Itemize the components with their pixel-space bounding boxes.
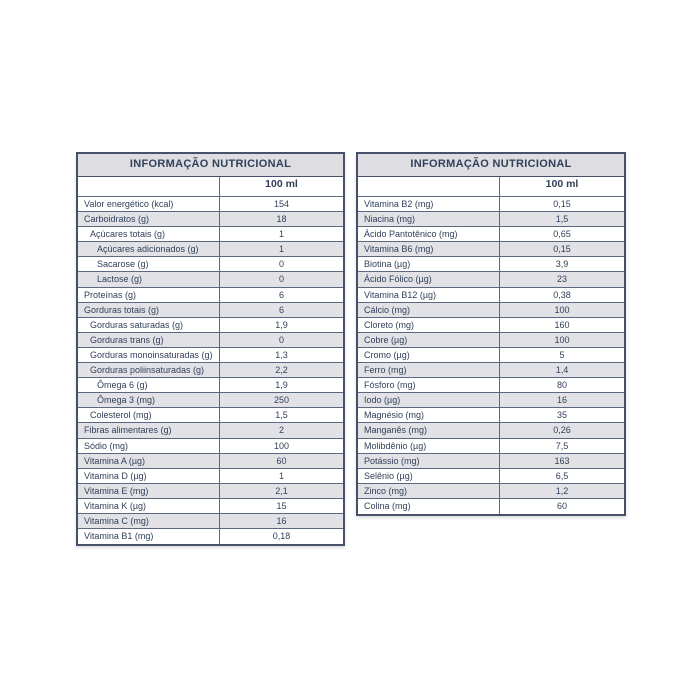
table-row (78, 197, 343, 212)
nutrient-label: Valor energético (kcal) (78, 197, 220, 211)
nutrient-label: Potássio (mg) (358, 454, 500, 468)
table-row (358, 469, 624, 484)
nutrient-value: 7,5 (555, 440, 569, 451)
nutrient-value: 60 (276, 455, 287, 466)
nutrient-value: 80 (556, 380, 567, 391)
nutrient-value: 1,4 (555, 365, 569, 376)
table-row (78, 469, 343, 484)
nutrient-value: 2 (278, 425, 284, 436)
column-header: 100 ml (265, 178, 298, 190)
nutrient-label: Selênio (µg) (358, 469, 500, 483)
nutrient-label: Vitamina A (µg) (78, 454, 220, 468)
table-row (358, 318, 624, 333)
nutrient-label: Vitamina B6 (mg) (358, 242, 500, 256)
table-row (78, 393, 343, 408)
nutrient-label: Vitamina C (mg) (78, 514, 220, 528)
nutrient-label: Vitamina B1 (mg) (78, 529, 220, 544)
nutrient-value: 16 (276, 515, 287, 526)
nutrient-value: 1,5 (275, 410, 288, 421)
nutrient-value: 16 (556, 395, 567, 406)
table-row (78, 439, 343, 454)
table-row (78, 242, 343, 257)
nutrient-label: Gorduras monoinsaturadas (g) (78, 348, 220, 362)
nutrient-value: 1,9 (275, 319, 288, 330)
table-row (358, 348, 624, 363)
nutrient-label: Vitamina E (mg) (78, 484, 220, 498)
nutrient-value: 23 (556, 274, 567, 285)
nutrient-label: Proteínas (g) (78, 288, 220, 302)
nutrient-label: Molibdênio (µg) (358, 439, 500, 453)
nutrient-value: 6 (278, 289, 284, 300)
nutrient-value: 250 (273, 395, 290, 406)
nutrient-value: 0,38 (553, 289, 571, 300)
table-row (358, 363, 624, 378)
nutrient-value: 60 (556, 500, 567, 511)
table-row (78, 514, 343, 529)
table-row (358, 303, 624, 318)
nutrient-label: Carboidratos (g) (78, 212, 220, 226)
nutrient-value: 100 (273, 440, 290, 451)
table-row (78, 227, 343, 242)
nutrient-label: Cromo (µg) (358, 348, 500, 362)
nutrient-value: 2,2 (275, 365, 288, 376)
table-row (358, 212, 624, 227)
nutrient-value: 1 (278, 470, 284, 481)
table-row (78, 499, 343, 514)
nutrient-label: Fibras alimentares (g) (78, 423, 220, 437)
nutrient-label: Iodo (µg) (358, 393, 500, 407)
nutrient-value: 100 (554, 304, 570, 315)
table-title: INFORMAÇÃO NUTRICIONAL (358, 154, 624, 177)
nutrient-value: 18 (276, 214, 287, 225)
table-row (78, 423, 343, 438)
nutrient-label: Ômega 6 (g) (78, 378, 220, 392)
nutrient-value: 2,1 (275, 485, 288, 496)
table-row (358, 257, 624, 272)
nutrient-label: Manganês (mg) (358, 423, 500, 437)
column-header: 100 ml (545, 178, 579, 190)
nutrient-label: Vitamina B2 (mg) (358, 197, 500, 211)
table-row (78, 363, 343, 378)
nutrient-label: Gorduras poliinsaturadas (g) (78, 363, 220, 377)
nutrient-label: Açúcares adicionados (g) (78, 242, 220, 256)
nutrient-value: 0,18 (272, 531, 291, 542)
nutrient-label: Cloreto (mg) (358, 318, 500, 332)
nutrient-label: Sacarose (g) (78, 257, 220, 271)
nutrient-label: Niacina (mg) (358, 212, 500, 226)
table-row (358, 393, 624, 408)
nutrient-label: Lactose (g) (78, 272, 220, 286)
column-header-row (78, 177, 343, 197)
empty-cell (78, 177, 220, 196)
nutrient-value: 6,5 (555, 470, 569, 481)
table-row (358, 242, 624, 257)
nutrient-label: Vitamina K (µg) (78, 499, 220, 513)
table-row (358, 499, 624, 514)
nutrient-label: Zinco (mg) (358, 484, 500, 498)
nutrient-label: Gorduras trans (g) (78, 333, 220, 347)
table-row (78, 348, 343, 363)
nutrient-value: 0,15 (553, 244, 571, 255)
nutrient-label: Vitamina B12 (µg) (358, 288, 500, 302)
table-body (78, 197, 343, 544)
nutrient-label: Cobre (µg) (358, 333, 500, 347)
nutrient-value: 1,2 (555, 485, 569, 496)
table-row (358, 227, 624, 242)
table-row (358, 333, 624, 348)
column-header-row (358, 177, 624, 197)
table-row (358, 378, 624, 393)
table-row (78, 378, 343, 393)
table-row (78, 212, 343, 227)
nutrient-value: 0,15 (553, 199, 571, 209)
table-row (358, 454, 624, 469)
nutrient-label: Sódio (mg) (78, 439, 220, 453)
nutrient-value: 1,5 (555, 214, 569, 225)
nutrition-table-right (356, 152, 626, 516)
nutrient-value: 1,3 (275, 349, 288, 360)
nutrient-label: Biotina (µg) (358, 257, 500, 271)
nutrient-label: Colesterol (mg) (78, 408, 220, 422)
nutrient-label: Ferro (mg) (358, 363, 500, 377)
nutrient-label: Cálcio (mg) (358, 303, 500, 317)
table-row (78, 318, 343, 333)
nutrient-label: Ácido Fólico (µg) (358, 272, 500, 286)
table-row (358, 423, 624, 438)
table-title: INFORMAÇÃO NUTRICIONAL (78, 154, 343, 177)
table-row (78, 529, 343, 544)
table-row (78, 288, 343, 303)
nutrient-label: Ômega 3 (mg) (78, 393, 220, 407)
nutrient-label: Ácido Pantotênico (mg) (358, 227, 500, 241)
nutrient-value: 15 (276, 500, 287, 511)
nutrient-value: 154 (273, 199, 290, 209)
nutrient-value: 0,65 (553, 229, 571, 240)
empty-cell (358, 177, 500, 196)
nutrient-value: 1 (278, 229, 284, 240)
table-row (358, 439, 624, 454)
table-row (78, 454, 343, 469)
nutrient-value: 35 (556, 410, 567, 421)
nutrient-label: Vitamina D (µg) (78, 469, 220, 483)
nutrient-label: Gorduras totais (g) (78, 303, 220, 317)
nutrient-label: Colina (mg) (358, 499, 500, 514)
table-row (78, 333, 343, 348)
nutrient-value: 0 (278, 274, 284, 285)
nutrient-value: 3,9 (555, 259, 569, 270)
nutrient-value: 163 (554, 455, 570, 466)
table-row (358, 484, 624, 499)
table-row (78, 272, 343, 287)
nutrient-value: 5 (559, 349, 565, 360)
nutrient-label: Gorduras saturadas (g) (78, 318, 220, 332)
nutrient-label: Fósforo (mg) (358, 378, 500, 392)
nutrient-label: Açúcares totais (g) (78, 227, 220, 241)
table-row (358, 408, 624, 423)
table-row (78, 257, 343, 272)
table-body (358, 197, 624, 514)
nutrient-value: 1,9 (275, 380, 288, 391)
nutrient-value: 0 (278, 334, 284, 345)
nutrient-value: 160 (554, 319, 570, 330)
nutrient-value: 0 (278, 259, 284, 270)
nutrient-label: Magnésio (mg) (358, 408, 500, 422)
table-row (78, 408, 343, 423)
table-row (358, 197, 624, 212)
table-row (358, 272, 624, 287)
nutrient-value: 1 (278, 244, 284, 255)
nutrient-value: 100 (554, 334, 570, 345)
nutrition-table-left (76, 152, 345, 546)
nutrient-value: 6 (278, 304, 284, 315)
table-row (78, 303, 343, 318)
nutrient-value: 0,26 (553, 425, 571, 436)
table-row (78, 484, 343, 499)
table-row (358, 288, 624, 303)
